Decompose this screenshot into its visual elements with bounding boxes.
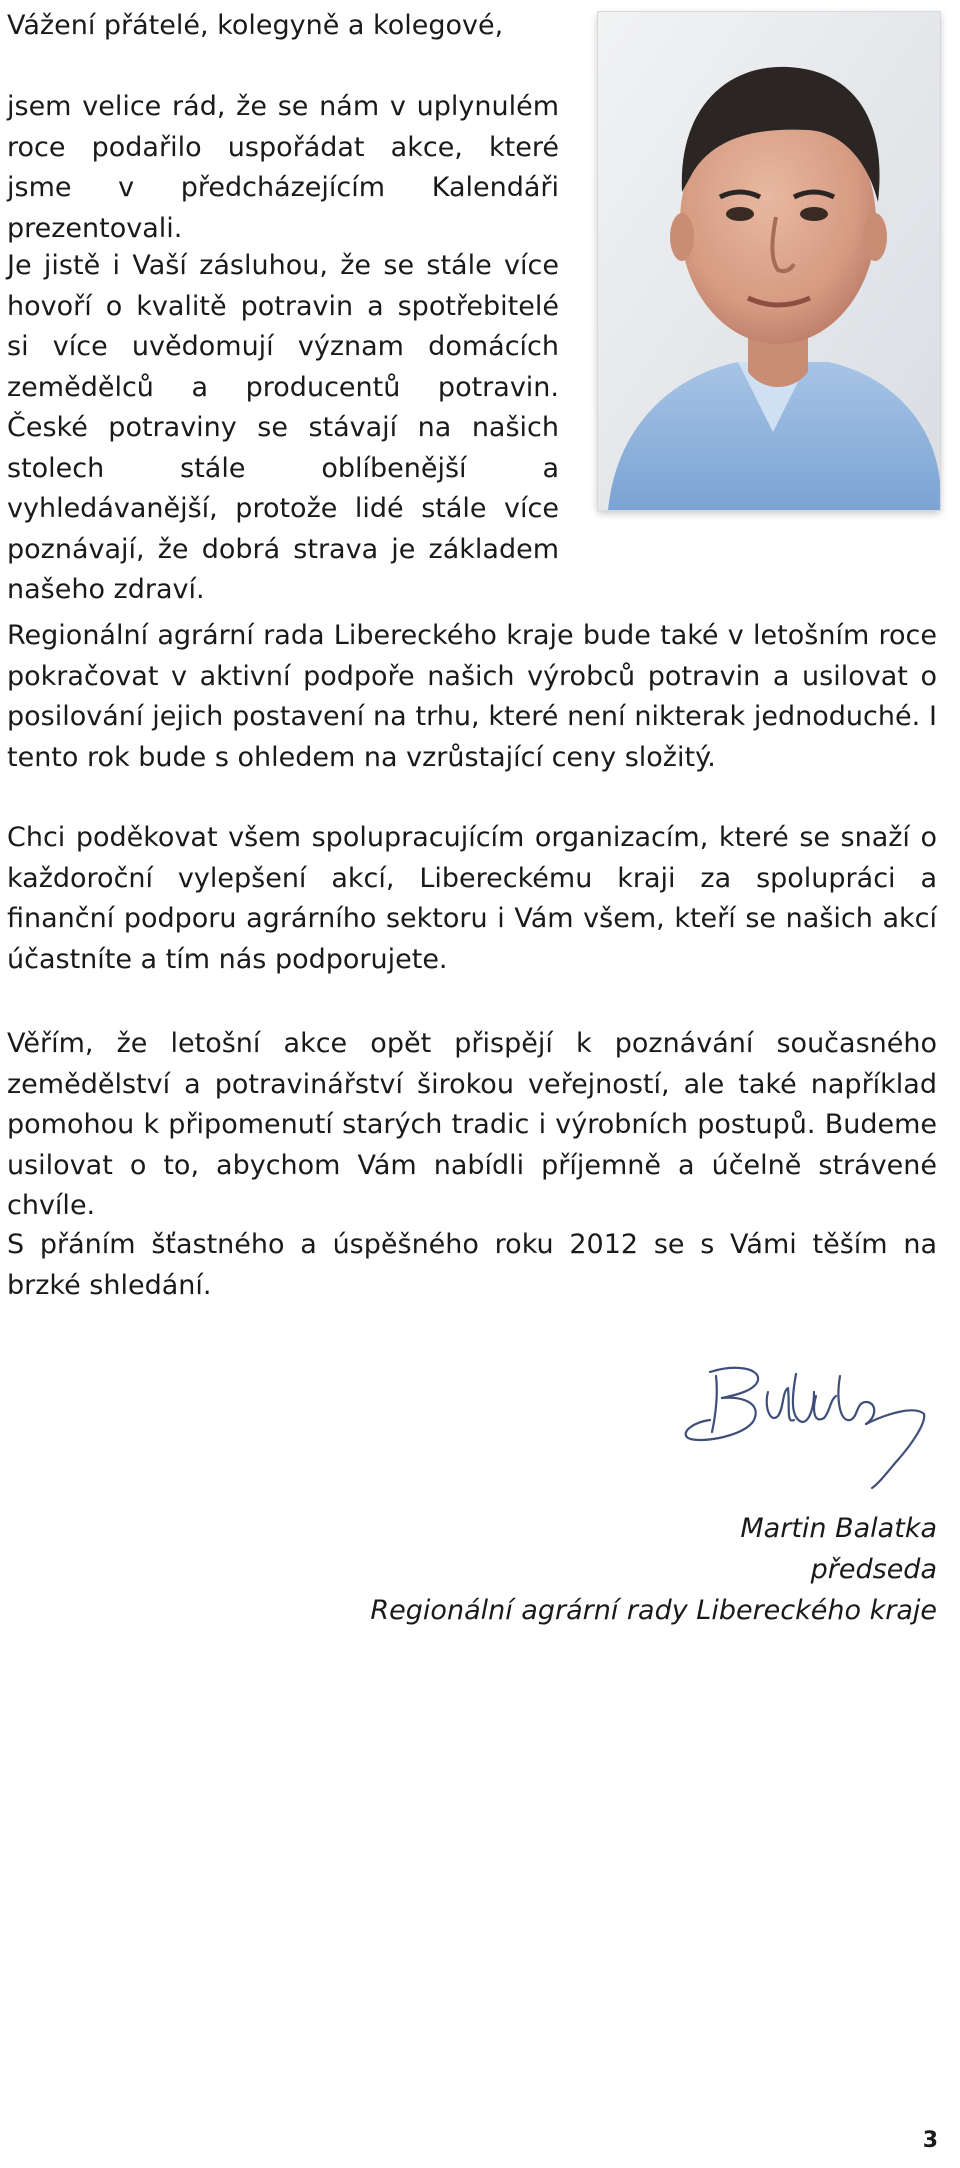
paragraph-6: S přáním šťastného a úspěšného roku 2012 se s Vámi těším na brzké shledání. xyxy=(7,1229,937,1301)
signature-block xyxy=(370,1508,937,1631)
page-number: 3 xyxy=(922,2128,938,2153)
paragraph-1: jsem velice rád, že se nám v uplynulém roce podařilo uspořádat akce, které jsme v předcházejícím Kalendáři prezentovali. xyxy=(7,91,559,244)
signatory-role: předseda xyxy=(810,1554,937,1585)
paragraph-2: Je jistě i Vaší zásluhou, že se stále více hovoří o kvalitě potravin a spotřebitelé si více uvědomují význam domácích zemědělců a producentů potravin. České potraviny se stávají na našich stolech stále oblíbenější a vyhledávanější, protože lidé stále více poznávají, že dobrá strava je základem našeho zdraví. xyxy=(7,250,559,605)
letter-greeting: Vážení přátelé, kolegyně a kolegové, xyxy=(7,10,504,41)
handwritten-signature xyxy=(680,1362,928,1490)
paragraph-4: Chci poděkovat všem spolupracujícím organizacím, které se snaží o každoroční vylepšení akcí, Libereckému kraji za spolupráci a finanční podporu agrárního sektoru i Vám všem, kteří se našich akcí účastníte a tím nás podporujete. xyxy=(7,822,937,975)
author-portrait xyxy=(598,12,940,510)
signatory-name: Martin Balatka xyxy=(740,1513,937,1544)
paragraph-5: Věřím, že letošní akce opět přispějí k poznávání současného zemědělství a potravinářství širokou veřejností, ale také například pomohou k připomenutí starých tradic i výrobních postupů. Budeme usilovat o to, abychom Vám nabídli příjemně a účelně strávené chvíle. xyxy=(7,1028,937,1221)
paragraph-3: Regionální agrární rada Libereckého kraje bude také v letošním roce pokračovat v aktivní podpoře našich výrobců potravin a usilovat o posilování jejich postavení na trhu, které není nikterak jednoduché. I tento rok bude s ohledem na vzrůstající ceny složitý. xyxy=(7,620,937,773)
signatory-organization: Regionální agrární rady Libereckého kraje xyxy=(370,1595,937,1626)
